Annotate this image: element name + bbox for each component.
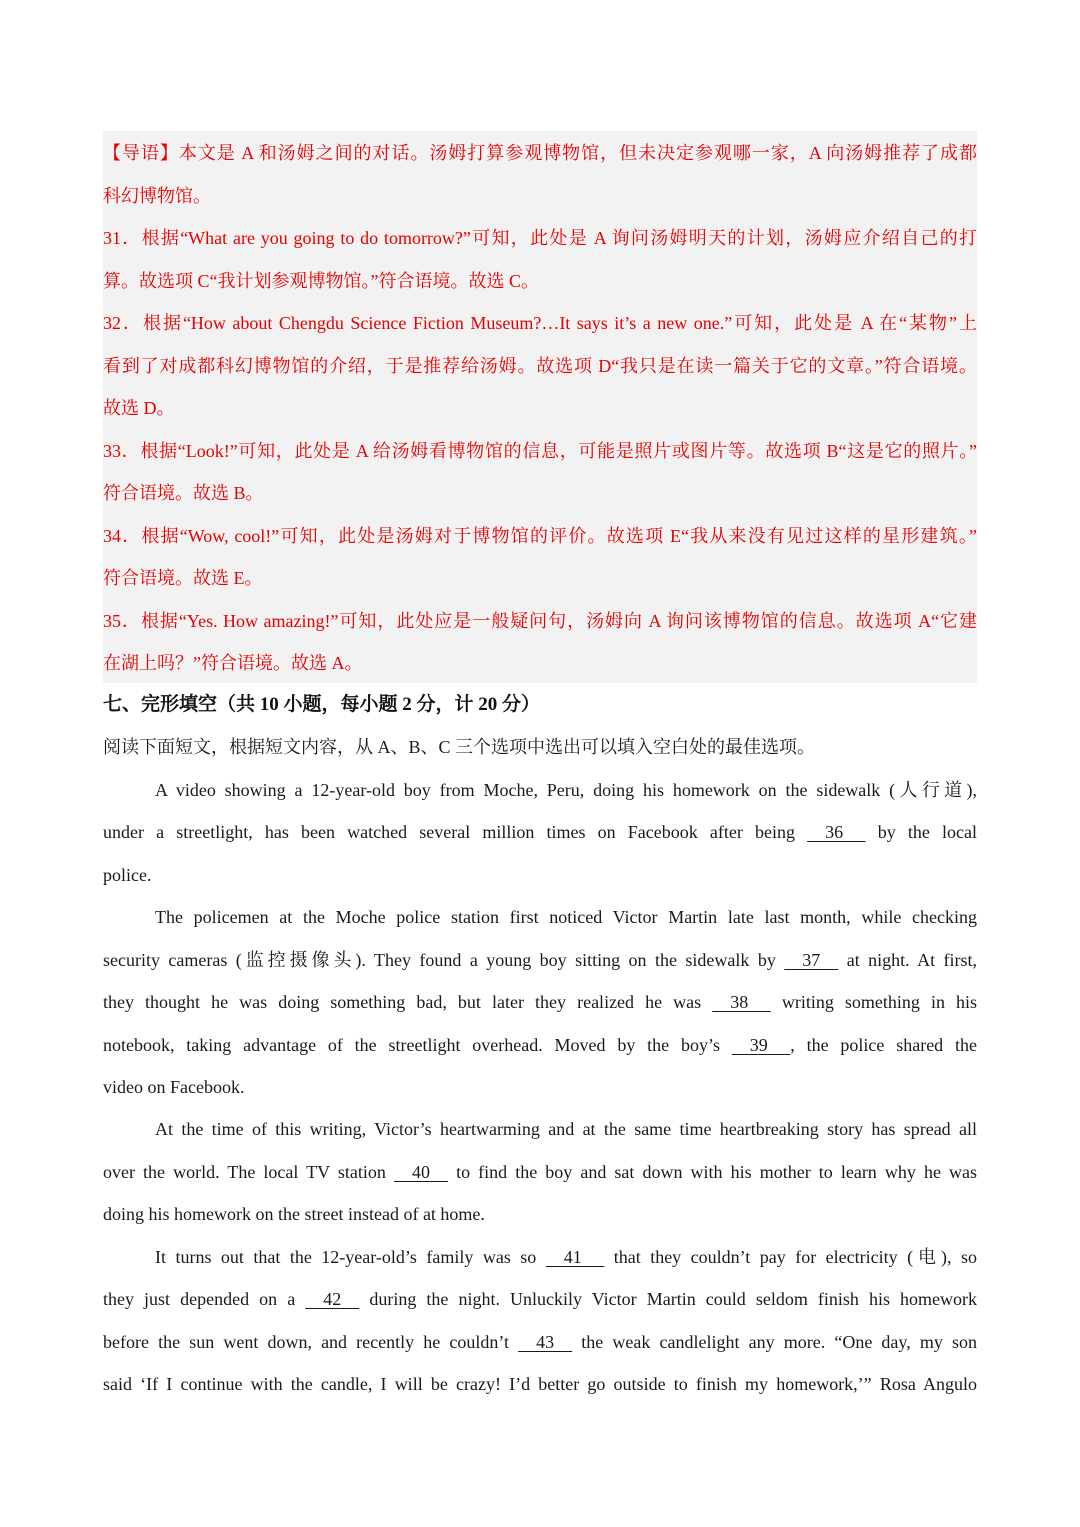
passage-text: over the world. The local TV station	[103, 1162, 386, 1182]
analysis-line: 算。故选项 C“我计划参观博物馆。”符合语境。故选 C。	[103, 271, 539, 291]
passage-text: writing something in his	[781, 992, 978, 1012]
passage-text: during the night. Unluckily Victor Martin could seldom finish his homework	[369, 1289, 977, 1309]
analysis-line: 33．根据“Look!”可知，此处是 A 给汤姆看博物馆的信息，可能是照片或图片等。故选项 B“这是它的照片。”	[103, 441, 977, 461]
passage-text: before the sun went down, and recently he couldn’t	[103, 1332, 510, 1352]
analysis-line: 34．根据“Wow, cool!”可知，此处是汤姆对于博物馆的评价。故选项 E“我从来没有见过这样的星形建筑。”	[103, 526, 977, 546]
blank-42: 42	[305, 1289, 360, 1309]
passage-text: security cameras (监控摄像头). They found a young boy sitting on the sidewalk by	[103, 950, 776, 970]
passage-line: A video showing a 12-year-old boy from Moche, Peru, doing his homework on the sidewalk (人行道),	[155, 780, 977, 800]
passage-line	[103, 1159, 977, 1185]
blank-40: 40	[393, 1162, 448, 1182]
passage-line: doing his homework on the street instead of at home.	[103, 1204, 485, 1224]
analysis-line: 32．根据“How about Chengdu Science Fiction Museum?…It says it’s a new one.”可知，此处是 A 在“某物”上	[103, 313, 977, 333]
analysis-line: 故选 D。	[103, 398, 175, 418]
analysis-line: 看到了对成都科幻博物馆的介绍，于是推荐给汤姆。故选项 D“我只是在读一篇关于它的文章。”符合语境。	[103, 356, 977, 376]
passage-text: the weak candlelight any more. “One day, my son	[581, 1332, 977, 1352]
analysis-line: 35．根据“Yes. How amazing!”可知，此处应是一般疑问句，汤姆向 A 询问该博物馆的信息。故选项 A“它建	[103, 611, 977, 631]
passage-text: under a streetlight, has been watched several million times on Facebook after being	[103, 822, 795, 842]
passage-line	[103, 1286, 977, 1312]
blank-43: 43	[518, 1332, 573, 1352]
passage-line	[103, 1329, 977, 1355]
answer-analysis-box	[103, 131, 977, 683]
passage-line	[155, 1244, 977, 1270]
passage-text: by the local	[877, 822, 977, 842]
passage-text: to find the boy and sat down with his mother to learn why he was	[456, 1162, 978, 1182]
passage-line	[103, 989, 977, 1015]
passage-text: It turns out that the 12-year-old’s family was so	[155, 1247, 537, 1267]
analysis-line: 科幻博物馆。	[103, 186, 211, 206]
analysis-line: 【导语】本文是 A 和汤姆之间的对话。汤姆打算参观博物馆，但未决定参观哪一家，A 向汤姆推荐了成都	[103, 143, 977, 163]
blank-39: 39	[731, 1035, 791, 1055]
passage-line: The policemen at the Moche police station first noticed Victor Martin late last month, while checking	[155, 907, 977, 927]
blank-38: 38	[712, 992, 771, 1012]
passage-line: police.	[103, 865, 152, 885]
section-title: 七、完形填空（共 10 小题，每小题 2 分，计 20 分）	[103, 694, 541, 715]
passage-text: , the police shared the	[790, 1035, 977, 1055]
passage-line	[103, 947, 977, 973]
section-instruction: 阅读下面短文，根据短文内容，从 A、B、C 三个选项中选出可以填入空白处的最佳选项。	[103, 737, 816, 757]
passage-line	[103, 1032, 977, 1058]
passage-line: At the time of this writing, Victor’s heartwarming and at the same time heartbreaking story has spread all	[155, 1119, 977, 1139]
passage-text: that they couldn’t pay for electricity (电), so	[613, 1247, 977, 1267]
passage-line	[103, 819, 977, 845]
analysis-line: 符合语境。故选 B。	[103, 483, 264, 503]
passage-text: they thought he was doing something bad, but later they realized he was	[103, 992, 702, 1012]
analysis-line: 31．根据“What are you going to do tomorrow?”可知，此处是 A 询问汤姆明天的计划，汤姆应介绍自己的打	[103, 228, 977, 248]
blank-41: 41	[545, 1247, 605, 1267]
passage-text: they just depended on a	[103, 1289, 296, 1309]
analysis-line: 在湖上吗？”符合语境。故选 A。	[103, 653, 363, 673]
analysis-line: 符合语境。故选 E。	[103, 568, 263, 588]
passage-line: video on Facebook.	[103, 1077, 245, 1097]
blank-36: 36	[807, 822, 866, 842]
passage-line: said ‘If I continue with the candle, I will be crazy! I’d better go outside to finish my homework,’” Rosa Angulo	[103, 1374, 977, 1394]
blank-37: 37	[784, 950, 839, 970]
passage-text: notebook, taking advantage of the streetlight overhead. Moved by the boy’s	[103, 1035, 720, 1055]
passage-text: at night. At first,	[846, 950, 977, 970]
